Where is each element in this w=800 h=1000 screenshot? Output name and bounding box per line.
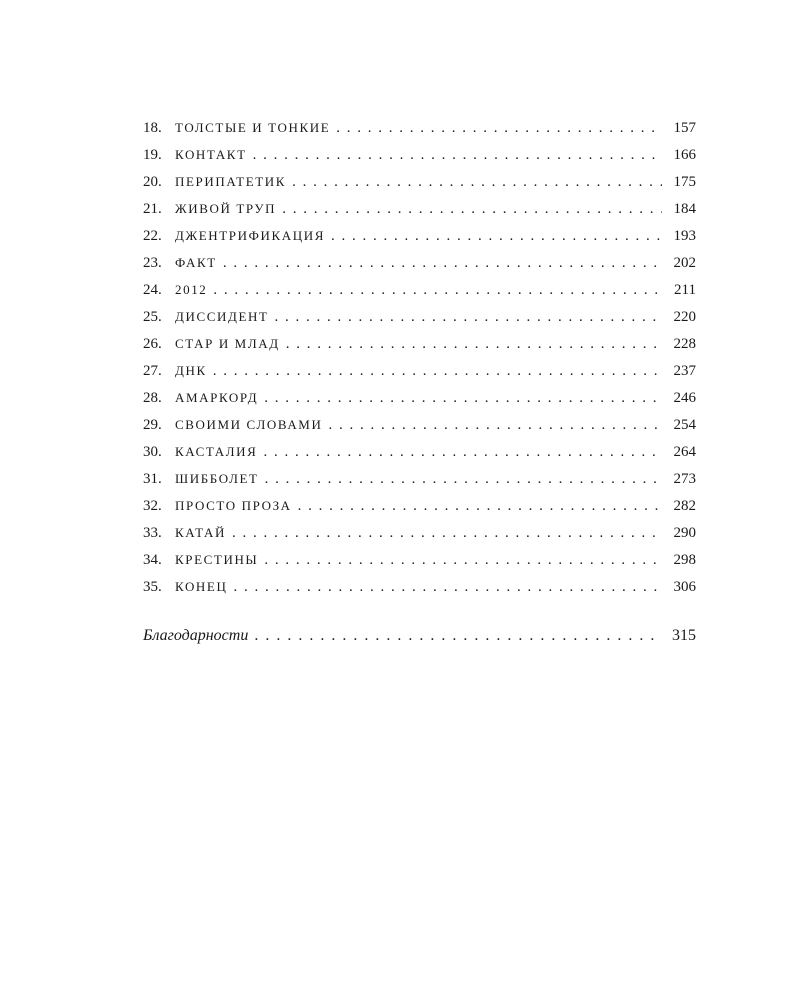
- page-number: 246: [673, 390, 696, 406]
- dot-leader: [275, 304, 662, 331]
- toc-entry: [143, 384, 696, 411]
- chapter-number: 26.: [143, 336, 162, 352]
- table-of-contents: [143, 114, 696, 600]
- dot-leader: [282, 196, 662, 223]
- chapter-number: 35.: [143, 579, 162, 595]
- page-number: 202: [673, 255, 696, 271]
- toc-entry: [143, 168, 696, 195]
- page-number: 157: [673, 120, 696, 136]
- page-number: 237: [673, 363, 696, 379]
- chapter-number: 31.: [143, 471, 162, 487]
- chapter-title: КОНЕЦ: [175, 579, 228, 594]
- chapter-number: 19.: [143, 147, 162, 163]
- chapter-title: ШИББОЛЕТ: [175, 471, 259, 486]
- dot-leader: [213, 277, 662, 304]
- dot-leader: [253, 142, 662, 169]
- toc-entry: [143, 573, 696, 600]
- acknowledgements-page: 315: [672, 627, 696, 644]
- chapter-number: 27.: [143, 363, 162, 379]
- chapter-number: 32.: [143, 498, 162, 514]
- dot-leader: [298, 493, 662, 520]
- dot-leader: [286, 331, 662, 358]
- chapter-number: 34.: [143, 552, 162, 568]
- toc-entry: [143, 492, 696, 519]
- chapter-title: ФАКТ: [175, 255, 217, 270]
- dot-leader: [254, 622, 662, 649]
- page-number: 228: [673, 336, 696, 352]
- chapter-number: 29.: [143, 417, 162, 433]
- chapter-title: ЖИВОЙ ТРУП: [175, 201, 277, 216]
- dot-leader: [223, 250, 662, 277]
- chapter-number: 28.: [143, 390, 162, 406]
- toc-entry: [143, 141, 696, 168]
- toc-entry: [143, 303, 696, 330]
- chapter-title: АМАРКОРД: [175, 390, 259, 405]
- chapter-number: 21.: [143, 201, 162, 217]
- chapter-title: ДЖЕНТРИФИКАЦИЯ: [175, 228, 325, 243]
- chapter-number: 23.: [143, 255, 162, 271]
- toc-entry: [143, 249, 696, 276]
- dot-leader: [232, 520, 662, 547]
- page-number: 298: [673, 552, 696, 568]
- page-number: 264: [673, 444, 696, 460]
- acknowledgements-entry: [143, 622, 696, 649]
- chapter-title: КОНТАКТ: [175, 147, 247, 162]
- page-number: 254: [673, 417, 696, 433]
- chapter-title: 2012: [175, 282, 208, 297]
- chapter-number: 22.: [143, 228, 162, 244]
- dot-leader: [233, 574, 662, 601]
- dot-leader: [264, 547, 662, 574]
- toc-entry: [143, 114, 696, 141]
- page-number: 273: [673, 471, 696, 487]
- chapter-title: КАТАЙ: [175, 525, 226, 540]
- page-number: 175: [673, 174, 696, 190]
- chapter-title: СВОИМИ СЛОВАМИ: [175, 417, 323, 432]
- dot-leader: [264, 385, 662, 412]
- dot-leader: [213, 358, 662, 385]
- chapter-number: 20.: [143, 174, 162, 190]
- dot-leader: [336, 115, 662, 142]
- toc-entry: [143, 546, 696, 573]
- page-number: 220: [673, 309, 696, 325]
- chapter-title: КРЕСТИНЫ: [175, 552, 259, 567]
- chapter-number: 25.: [143, 309, 162, 325]
- page-number: 306: [673, 579, 696, 595]
- acknowledgements-title: Благодарности: [143, 627, 249, 644]
- chapter-number: 33.: [143, 525, 162, 541]
- page-number: 193: [673, 228, 696, 244]
- dot-leader: [331, 223, 662, 250]
- toc-entry: [143, 195, 696, 222]
- chapter-title: ПЕРИПАТЕТИК: [175, 174, 287, 189]
- chapter-title: СТАР И МЛАД: [175, 336, 280, 351]
- chapter-title: ДИССИДЕНТ: [175, 309, 269, 324]
- toc-entry: [143, 438, 696, 465]
- toc-entry: [143, 465, 696, 492]
- toc-entry: [143, 330, 696, 357]
- chapter-number: 18.: [143, 120, 162, 136]
- page-number: 211: [674, 282, 696, 298]
- page-number: 166: [673, 147, 696, 163]
- chapter-title: ТОЛСТЫЕ И ТОНКИЕ: [175, 120, 331, 135]
- toc-entry: [143, 357, 696, 384]
- toc-entry: [143, 519, 696, 546]
- page-number: 290: [673, 525, 696, 541]
- chapter-number: 30.: [143, 444, 162, 460]
- dot-leader: [263, 439, 662, 466]
- page-number: 184: [673, 201, 696, 217]
- chapter-title: ДНК: [175, 363, 207, 378]
- toc-entry: [143, 222, 696, 249]
- toc-entry: [143, 276, 696, 303]
- dot-leader: [328, 412, 662, 439]
- toc-entry: [143, 411, 696, 438]
- page-number: 282: [673, 498, 696, 514]
- chapter-title: КАСТАЛИЯ: [175, 444, 258, 459]
- dot-leader: [292, 169, 662, 196]
- chapter-number: 24.: [143, 282, 162, 298]
- chapter-title: ПРОСТО ПРОЗА: [175, 498, 292, 513]
- dot-leader: [265, 466, 662, 493]
